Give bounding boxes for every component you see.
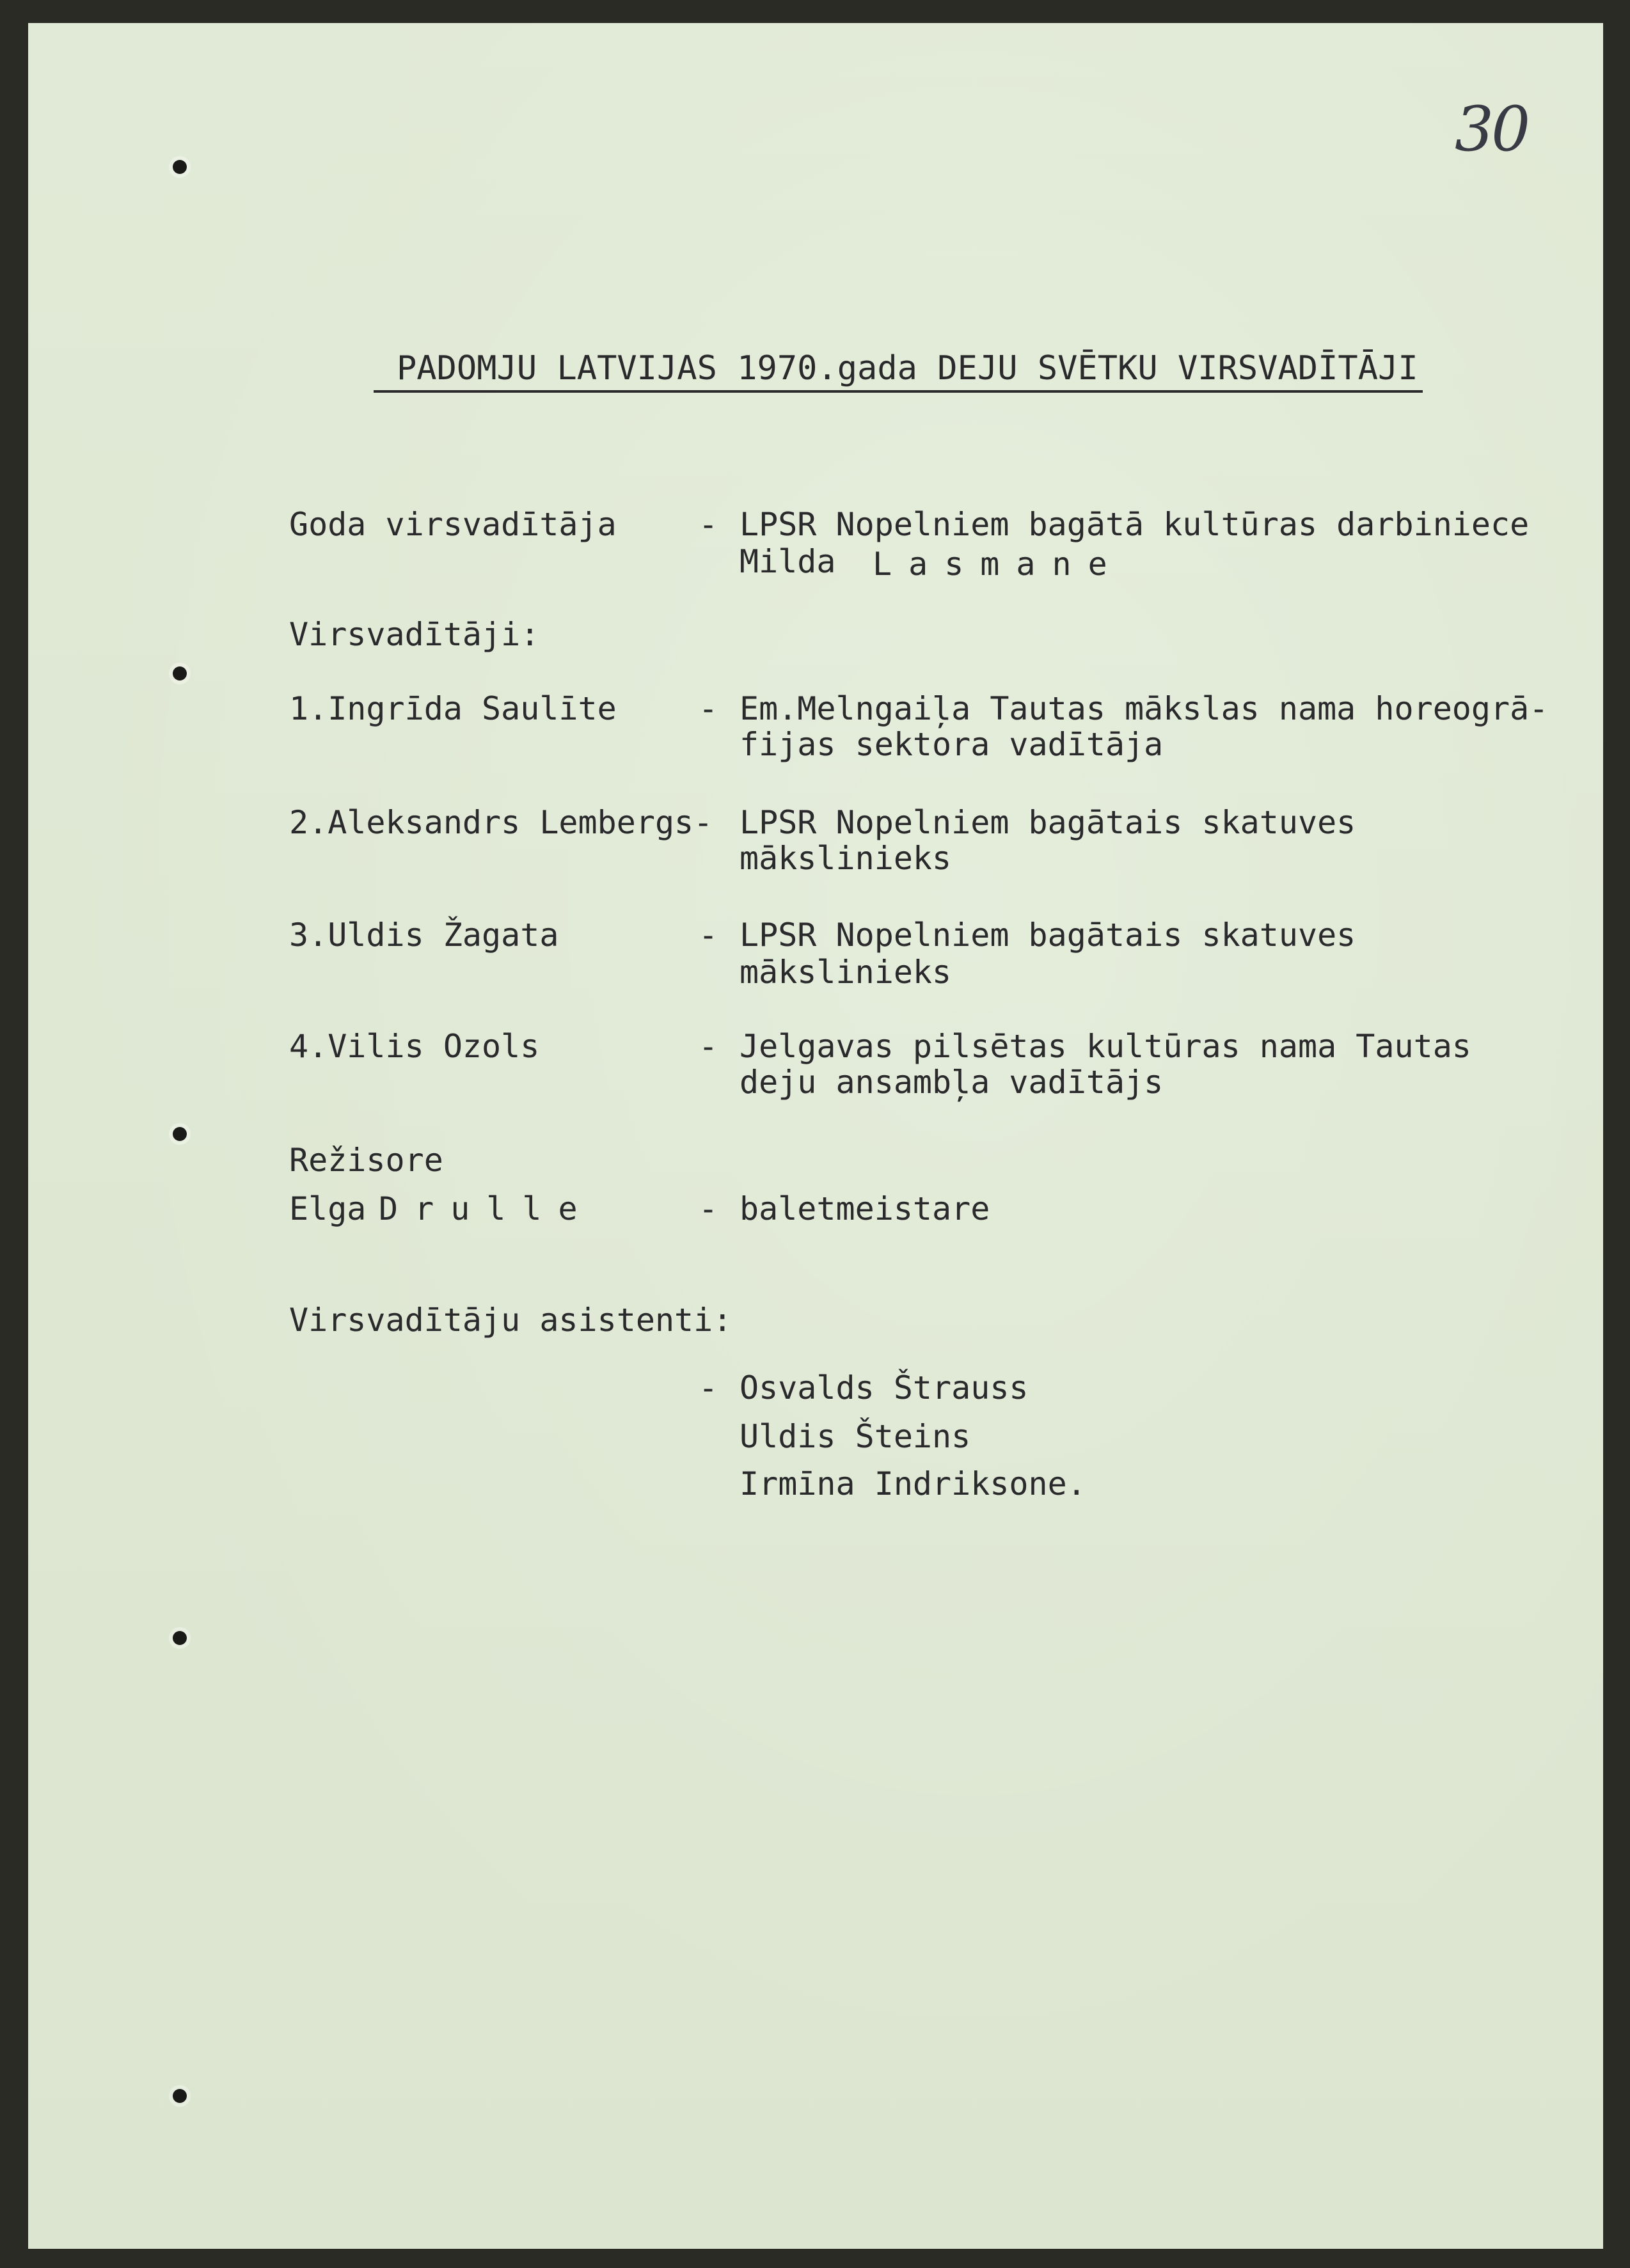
punch-hole xyxy=(173,1127,187,1141)
director-role: baletmeistare xyxy=(740,1190,990,1227)
page-title: PADOMJU LATVIJAS 1970.gada DEJU SVĒTKU VIRSVADĪTĀJI xyxy=(374,349,1423,393)
conductor-1-name: 1.Ingrīda Saulīte xyxy=(289,690,617,727)
assistant-1: Osvalds Štrauss xyxy=(740,1369,1029,1406)
conductor-1-role-line1: Em.Melngaiļa Tautas mākslas nama horeogrā- xyxy=(740,690,1549,727)
honorary-label: Goda virsvadītāja xyxy=(289,506,617,543)
conductors-heading: Virsvadītāji: xyxy=(289,616,540,653)
director-name-first: Elga xyxy=(289,1190,367,1227)
director-dash: - xyxy=(699,1190,718,1227)
conductor-4-role-line2: deju ansambļa vadītājs xyxy=(740,1064,1164,1101)
conductor-4-name: 4.Vilis Ozols xyxy=(289,1028,540,1065)
assistants-dash: - xyxy=(699,1369,718,1406)
assistant-3: Irmīna Indriksone. xyxy=(740,1465,1086,1502)
conductor-3-role-line2: mākslinieks xyxy=(740,954,952,991)
conductor-2-role-line2: mākslinieks xyxy=(740,840,952,877)
honorary-name-last: Lasmane xyxy=(873,546,1124,583)
conductor-4-dash: - xyxy=(699,1028,718,1065)
assistants-heading: Virsvadītāju asistenti: xyxy=(289,1302,732,1339)
punch-hole xyxy=(173,2089,187,2103)
document-page xyxy=(28,23,1603,2249)
punch-hole xyxy=(173,1631,187,1645)
honorary-name-first: Milda xyxy=(740,543,836,580)
punch-hole xyxy=(173,160,187,174)
conductor-3-role-line1: LPSR Nopelniem bagātais skatuves xyxy=(740,917,1356,954)
director-heading: Režisore xyxy=(289,1142,443,1179)
conductor-3-name: 3.Uldis Žagata xyxy=(289,917,559,954)
honorary-dash: - xyxy=(699,506,718,543)
page-number: 30 xyxy=(1455,93,1528,165)
director-name-last: Drulle xyxy=(379,1190,594,1227)
conductor-2-role-line1: LPSR Nopelniem bagātais skatuves xyxy=(740,804,1356,841)
conductor-1-role-line2: fijas sektora vadītāja xyxy=(740,726,1164,763)
honorary-title: LPSR Nopelniem bagātā kultūras darbiniece xyxy=(740,506,1530,543)
conductor-3-dash: - xyxy=(699,917,718,954)
punch-hole xyxy=(173,666,187,681)
conductor-2-name: 2.Aleksandrs Lembergs- xyxy=(289,804,713,841)
assistant-2: Uldis Šteins xyxy=(740,1418,971,1455)
conductor-4-role-line1: Jelgavas pilsētas kultūras nama Tautas xyxy=(740,1028,1471,1065)
conductor-1-dash: - xyxy=(699,690,718,727)
